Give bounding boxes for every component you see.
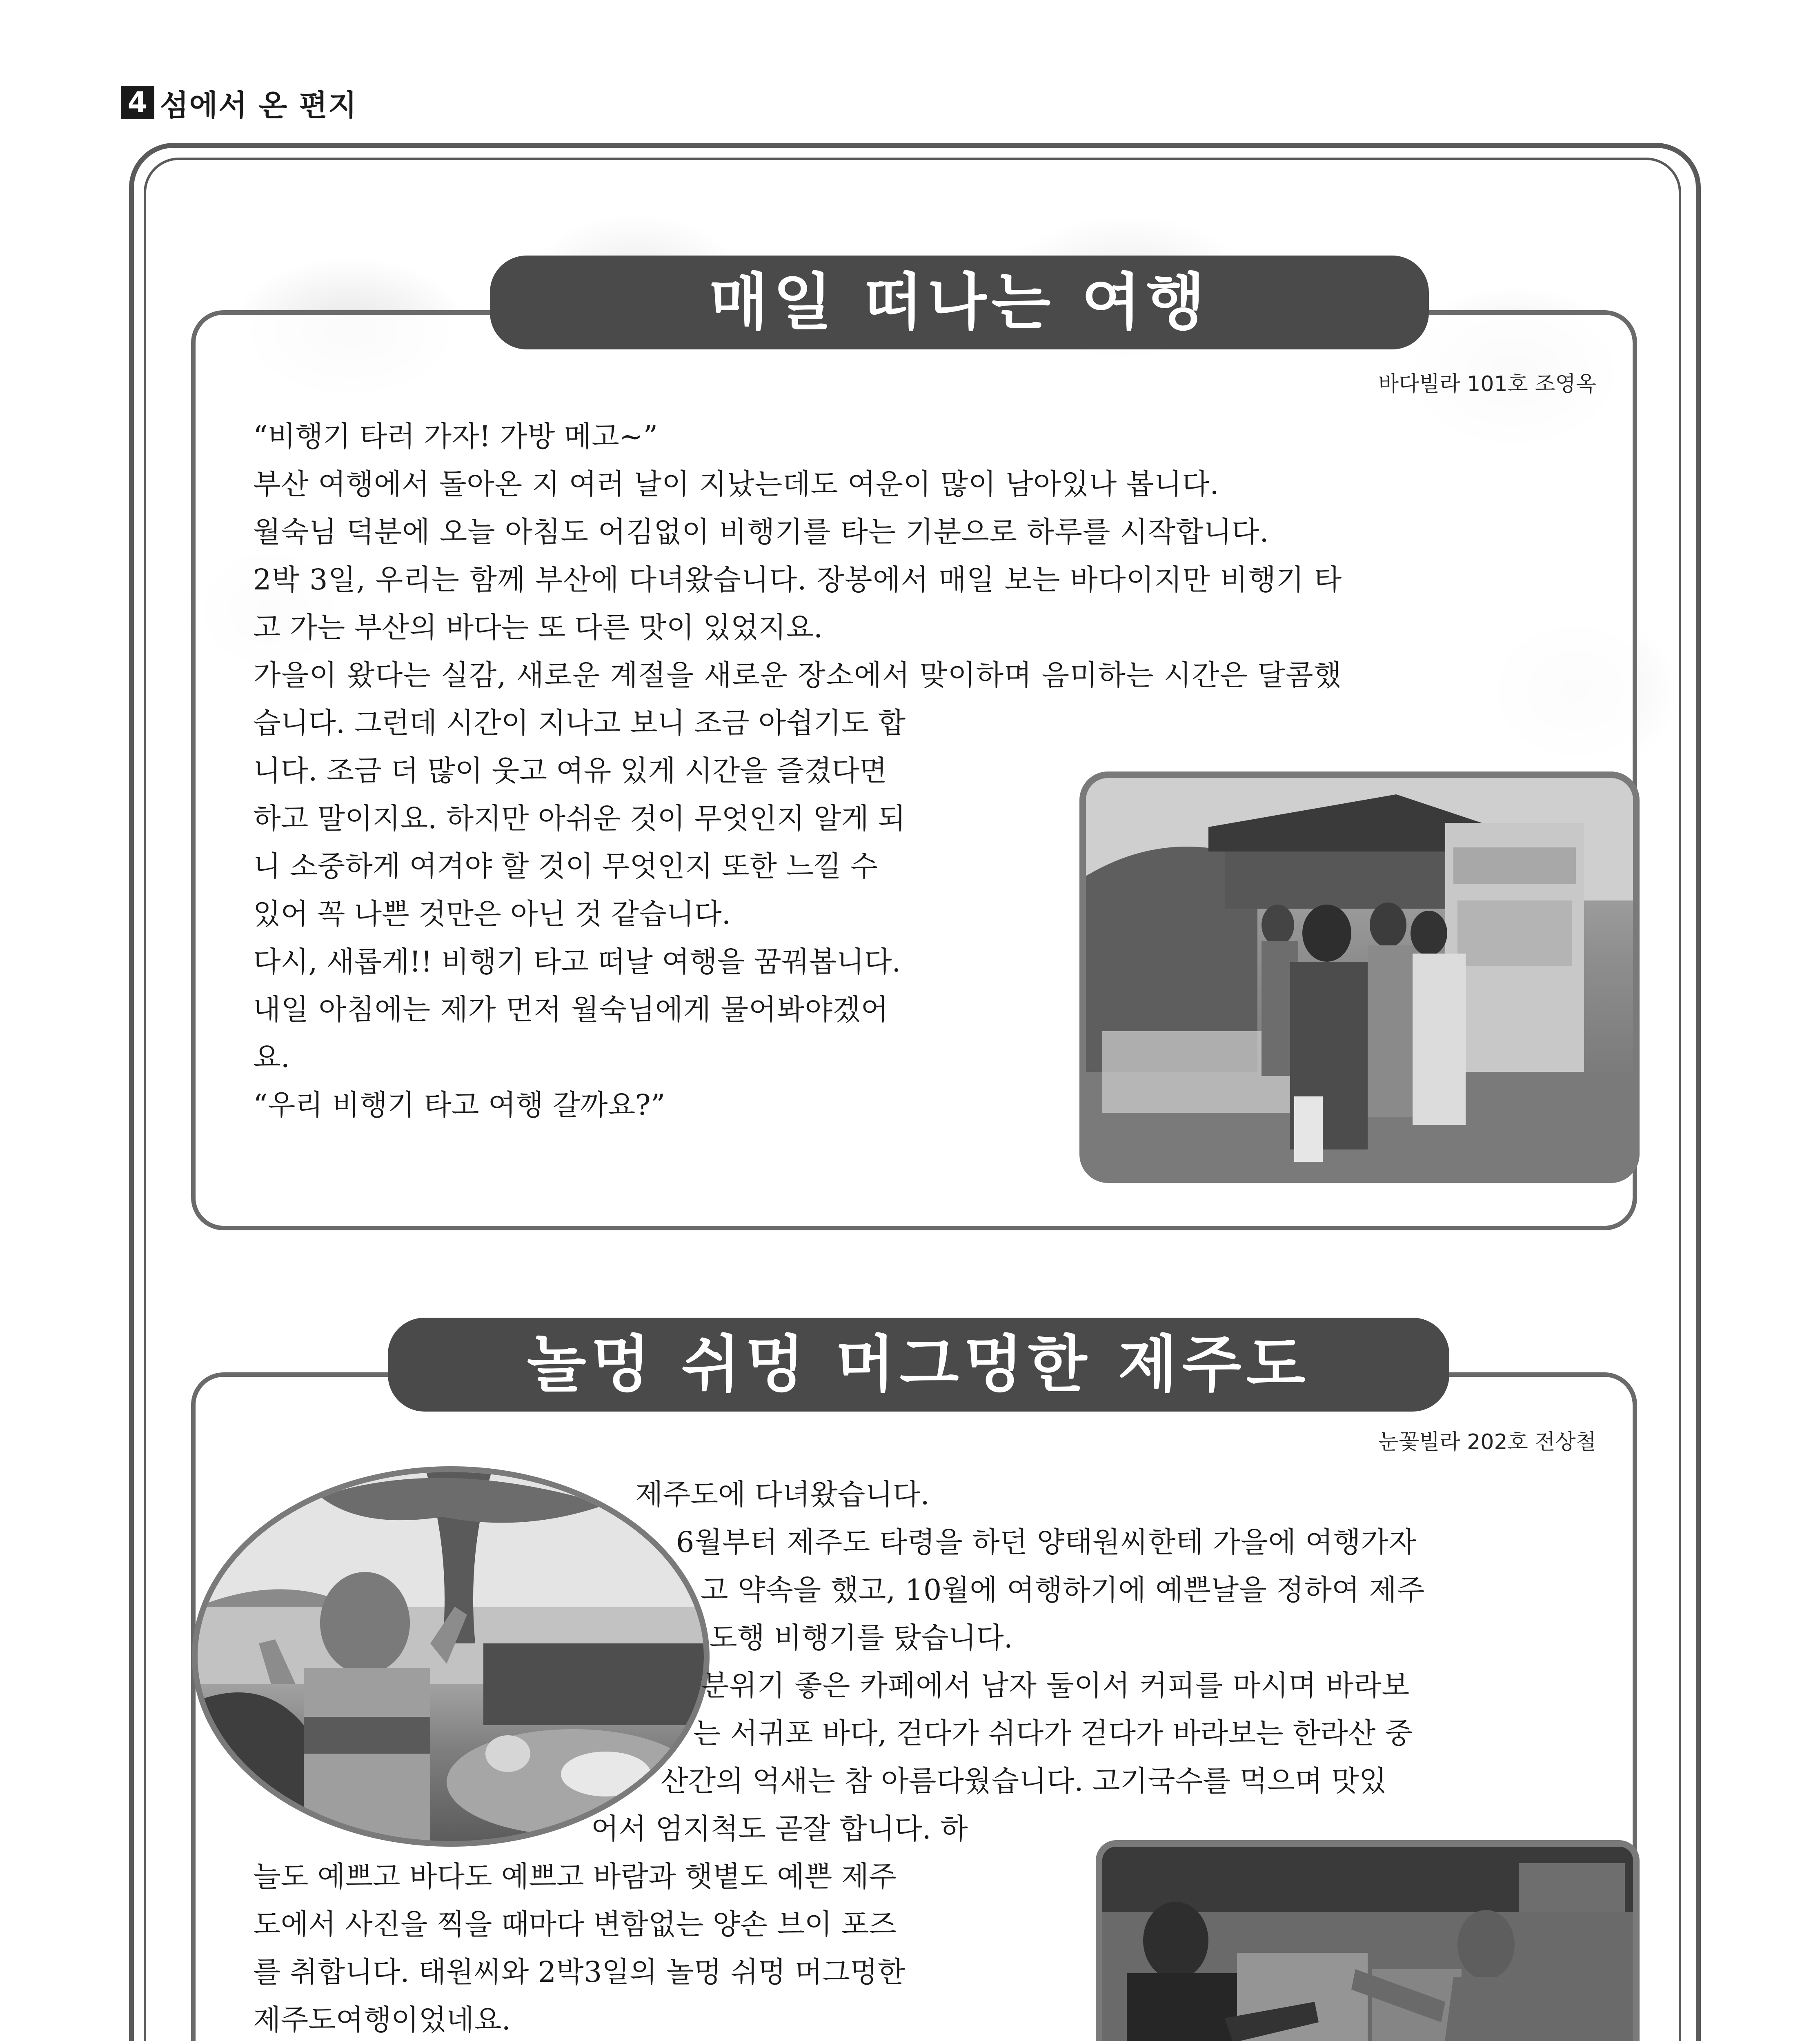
statue-museum-photo — [1096, 1840, 1640, 2041]
cafe-portrait-illustration — [198, 1472, 704, 1841]
article2-line: 늘도 예쁘고 바다도 예쁘고 바람과 햇볕도 예쁜 제주 — [253, 1860, 897, 1893]
article1-line: 니다. 조금 더 많이 웃고 여유 있게 시간을 즐겼다면 — [253, 754, 887, 787]
article1-line: 고 가는 부산의 바다는 또 다른 맛이 있었지요. — [253, 611, 823, 644]
article2-line: 산간의 억새는 참 아름다웠습니다. 고기국수를 먹으며 맛있 — [661, 1764, 1387, 1798]
article1-byline: 바다빌라 101호 조영옥 — [1378, 372, 1596, 396]
group-temple-illustration — [1086, 778, 1633, 1176]
article2-line: 를 취합니다. 태원씨와 2박3일의 놀멍 쉬멍 머그멍한 — [253, 1955, 906, 1989]
article2-line: 제주도에 다녀왔습니다. — [635, 1478, 930, 1511]
article2-line: 분위기 좋은 카페에서 남자 둘이서 커피를 마시며 바라보 — [701, 1669, 1410, 1702]
article2-line: 도에서 사진을 찍을 때마다 변함없는 양손 브이 포즈 — [253, 1908, 897, 1941]
article1-line: 가을이 왔다는 실감, 새로운 계절을 새로운 장소에서 맞이하며 음미하는 시간은 달콤했 — [253, 658, 1342, 692]
article2-line: 어서 엄지척도 곧잘 합니다. 하 — [591, 1812, 968, 1845]
group-temple-photo — [1079, 771, 1640, 1183]
article1-title: 매일 떠나는 여행 — [490, 256, 1429, 349]
article1-line: 2박 3일, 우리는 함께 부산에 다녀왔습니다. 장봉에서 매일 보는 바다이지만 비행기 타 — [253, 563, 1342, 596]
page-number: 4 — [121, 86, 154, 119]
article1-line: 니 소중하게 여겨야 할 것이 무엇인지 또한 느낄 수 — [253, 849, 878, 883]
article1-line: 습니다. 그런데 시간이 지나고 보니 조금 아쉽기도 합 — [253, 706, 906, 740]
article2-byline: 눈꽃빌라 202호 전상철 — [1378, 1430, 1596, 1454]
article1-line: “우리 비행기 타고 여행 갈까요?” — [253, 1088, 665, 1122]
article1-line: 다시, 새롭게!! 비행기 타고 떠날 여행을 꿈꿔봅니다. — [253, 945, 901, 978]
article2-title: 놀멍 쉬멍 머그멍한 제주도 — [388, 1318, 1449, 1412]
article2-line: 도행 비행기를 탔습니다. — [710, 1621, 1013, 1654]
statue-museum-illustration — [1102, 1847, 1633, 2041]
article2-line: 제주도여행이었네요. — [253, 2003, 511, 2037]
article1-line: 내일 아침에는 제가 먼저 월숙님에게 물어봐야겠어 — [253, 993, 889, 1026]
masthead: 섬에서 온 편지 — [160, 88, 358, 122]
article1-line: 요. — [253, 1041, 290, 1074]
article1-line: 하고 말이지요. 하지만 아쉬운 것이 무엇인지 알게 되 — [253, 802, 906, 835]
article1-line: 월숙님 덕분에 오늘 아침도 어김없이 비행기를 타는 기분으로 하루를 시작합니다. — [253, 515, 1269, 549]
article2-line: 6월부터 제주도 타령을 하던 양태원씨한테 가을에 여행가자 — [676, 1525, 1417, 1559]
article2-line: 는 서귀포 바다, 걷다가 쉬다가 걷다가 바라보는 한라산 중 — [693, 1716, 1413, 1750]
article1-line: 부산 여행에서 돌아온 지 여러 날이 지났는데도 여운이 많이 남아있나 봅니다. — [253, 467, 1219, 501]
cafe-portrait-photo — [192, 1466, 710, 1847]
article2-line: 고 약속을 했고, 10월에 여행하기에 예쁜날을 정하여 제주 — [701, 1573, 1425, 1607]
article1-line: 있어 꼭 나쁜 것만은 아닌 것 같습니다. — [253, 897, 731, 931]
article1-line: “비행기 타러 가자! 가방 메고~” — [253, 420, 658, 453]
